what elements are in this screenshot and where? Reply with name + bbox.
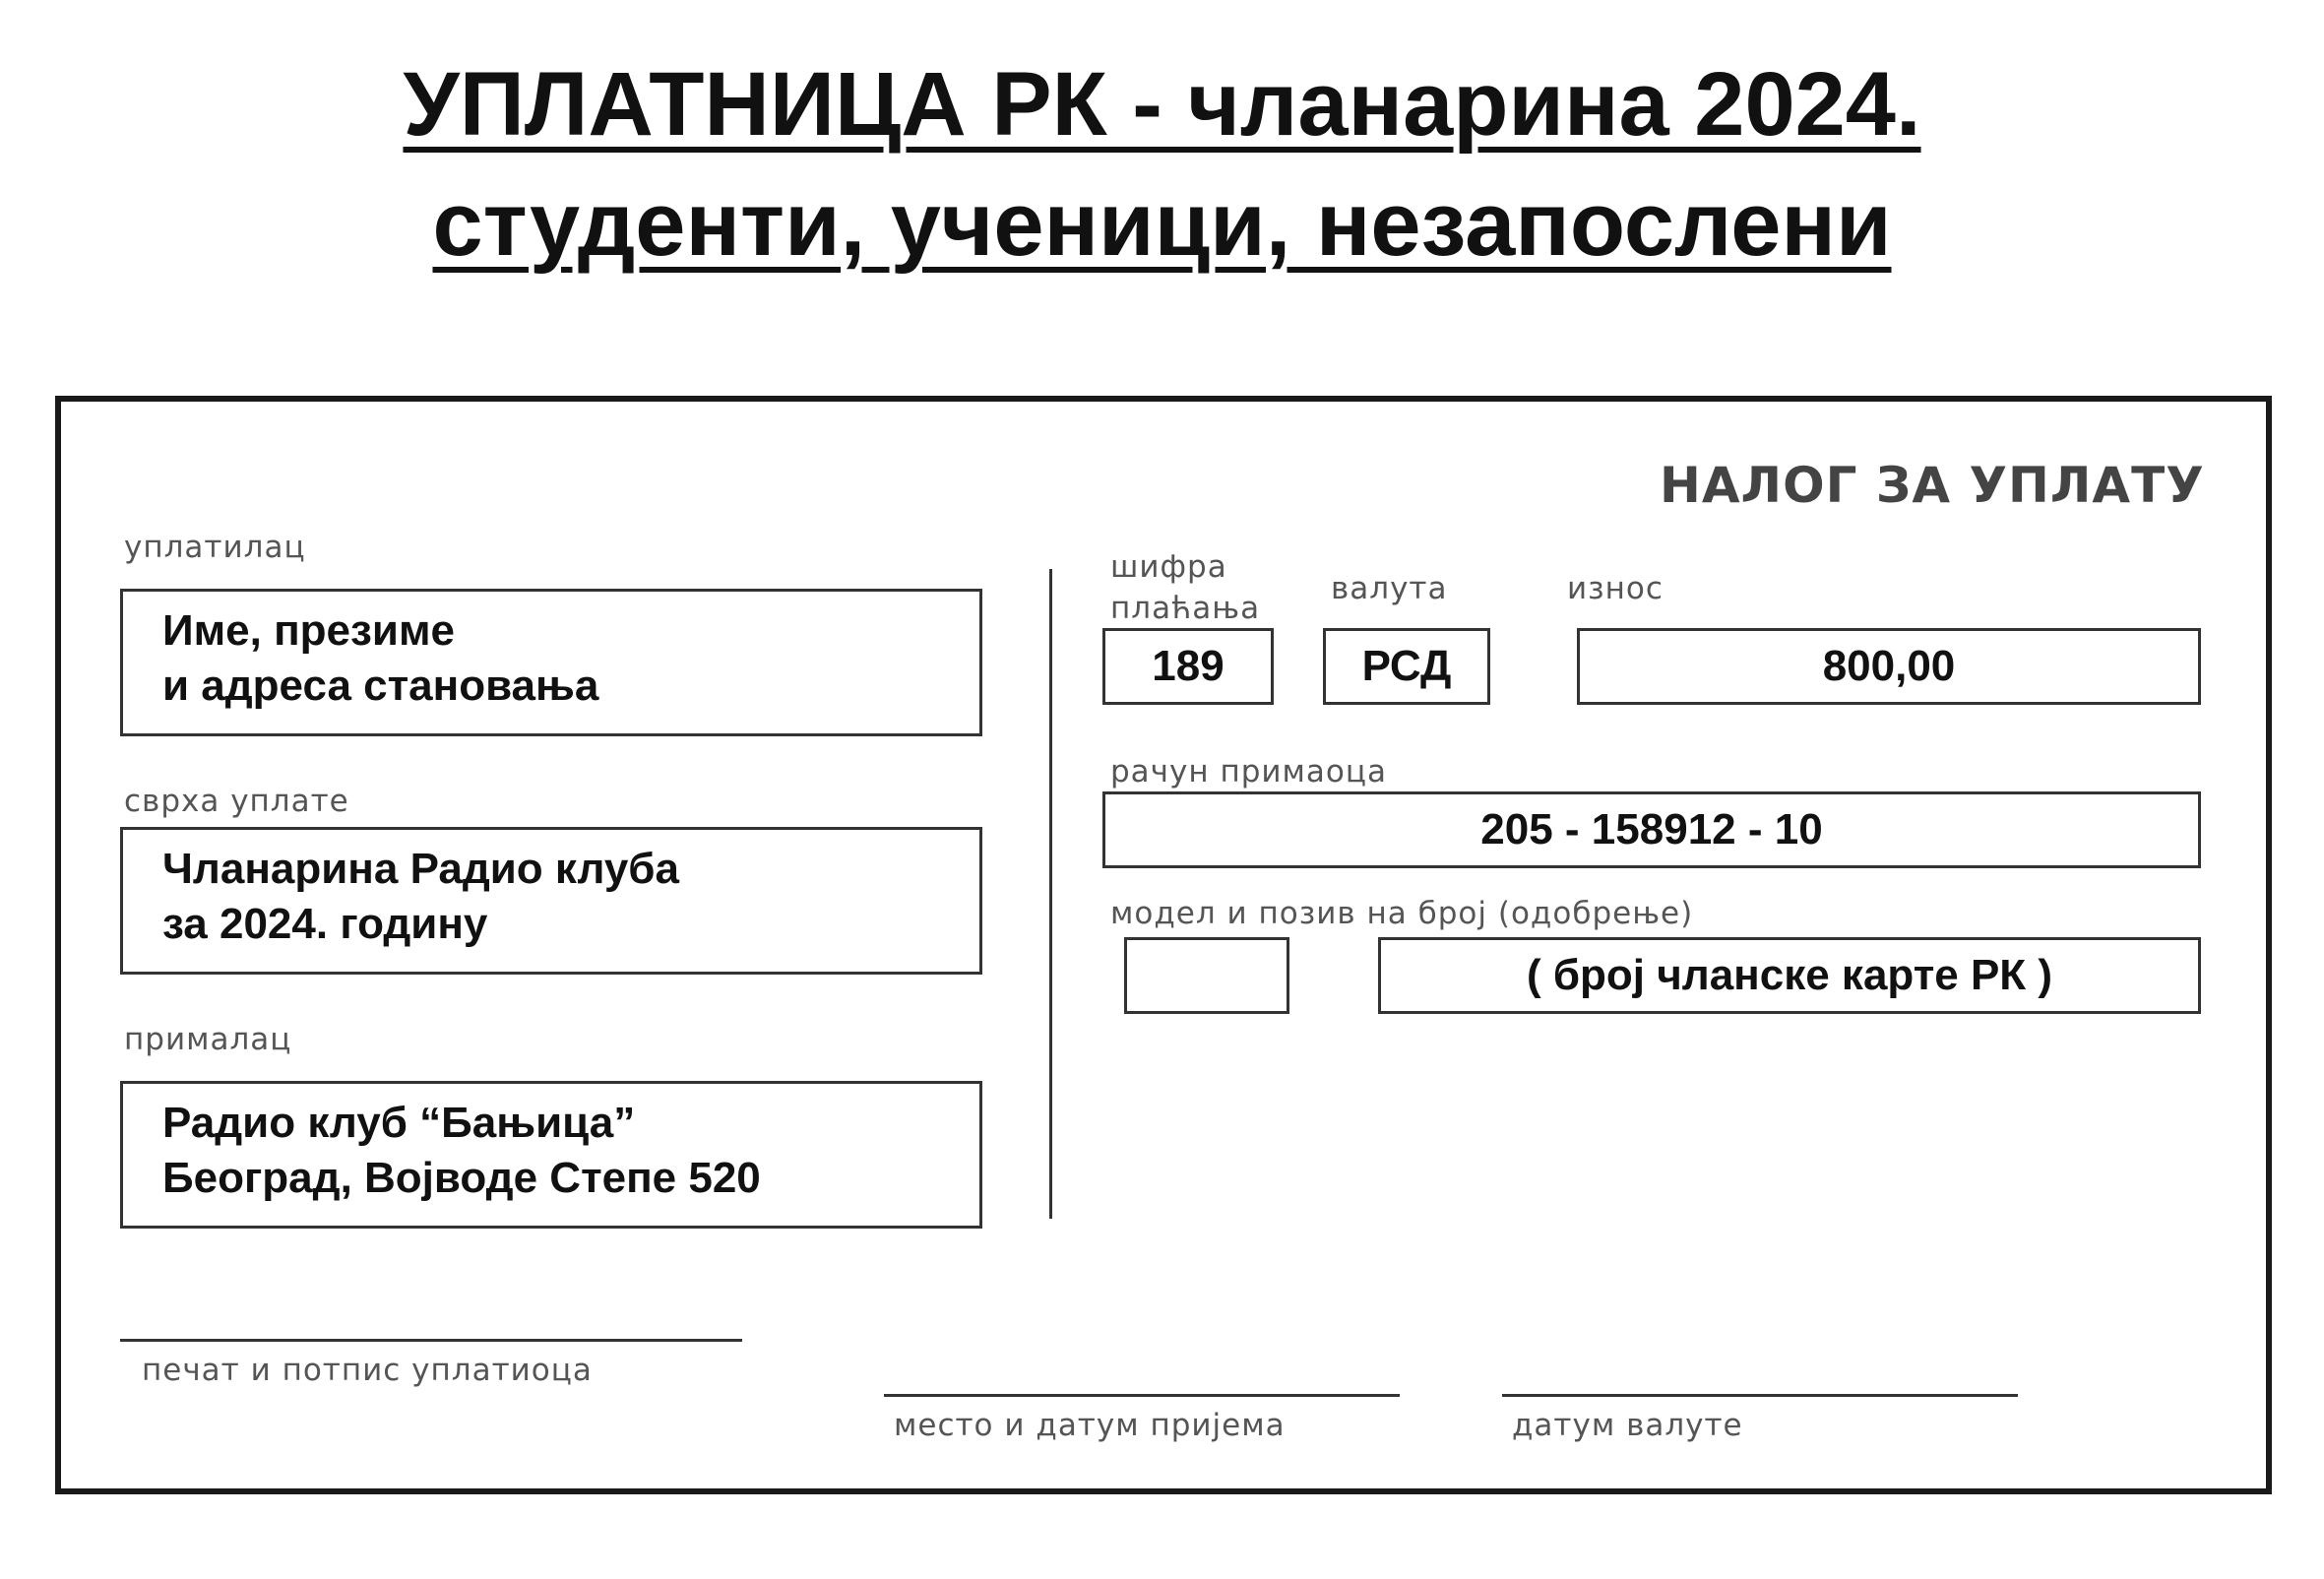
column-divider bbox=[1049, 569, 1052, 1219]
value-date-line bbox=[1502, 1394, 2018, 1397]
reference-model-field[interactable] bbox=[1124, 937, 1289, 1014]
value-date-label: датум валуте bbox=[1512, 1408, 1743, 1443]
reference-number-field[interactable]: ( број чланске карте РК ) bbox=[1378, 937, 2201, 1014]
signature-label: печат и потпис уплатиоца bbox=[142, 1353, 593, 1388]
recipient-line-2: Београд, Војводе Степе 520 bbox=[162, 1154, 761, 1202]
payment-code-field[interactable]: 189 bbox=[1102, 628, 1274, 705]
recipient-line-1: Радио клуб “Бањица” bbox=[162, 1099, 636, 1147]
amount-label: износ bbox=[1567, 571, 1664, 606]
form-heading: НАЛОГ ЗА УПЛАТУ bbox=[1660, 457, 2205, 514]
currency-field[interactable]: РСД bbox=[1323, 628, 1490, 705]
place-date-label: место и датум пријема bbox=[894, 1408, 1286, 1443]
account-label: рачун примаоца bbox=[1110, 754, 1387, 790]
currency-label: валута bbox=[1331, 571, 1448, 606]
purpose-field[interactable] bbox=[120, 827, 982, 975]
page-title-line-2: студенти, ученици, незапослени bbox=[432, 174, 1892, 275]
payer-line-2: и адреса становања bbox=[162, 662, 599, 710]
purpose-label: сврха уплате bbox=[124, 784, 349, 819]
payment-code-label-1: шифра bbox=[1110, 549, 1227, 585]
page-title-line-1: УПЛАТНИЦА РК - чланарина 2024. bbox=[403, 54, 1921, 155]
purpose-line-1: Чланарина Радио клуба bbox=[162, 845, 679, 893]
payer-field[interactable] bbox=[120, 589, 982, 736]
payer-label: уплатилац bbox=[124, 530, 306, 565]
amount-field[interactable]: 800,00 bbox=[1577, 628, 2201, 705]
place-date-line bbox=[884, 1394, 1400, 1397]
recipient-label: прималац bbox=[124, 1022, 292, 1057]
payment-code-label-2: плаћања bbox=[1110, 591, 1261, 626]
reference-label: модел и позив на број (одобрење) bbox=[1110, 896, 1694, 931]
account-field[interactable]: 205 - 158912 - 10 bbox=[1102, 791, 2201, 868]
payer-line-1: Име, презиме bbox=[162, 606, 455, 655]
purpose-line-2: за 2024. годину bbox=[162, 900, 488, 948]
payment-order-form bbox=[55, 396, 2272, 1494]
recipient-field[interactable] bbox=[120, 1081, 982, 1229]
signature-line bbox=[120, 1339, 742, 1342]
